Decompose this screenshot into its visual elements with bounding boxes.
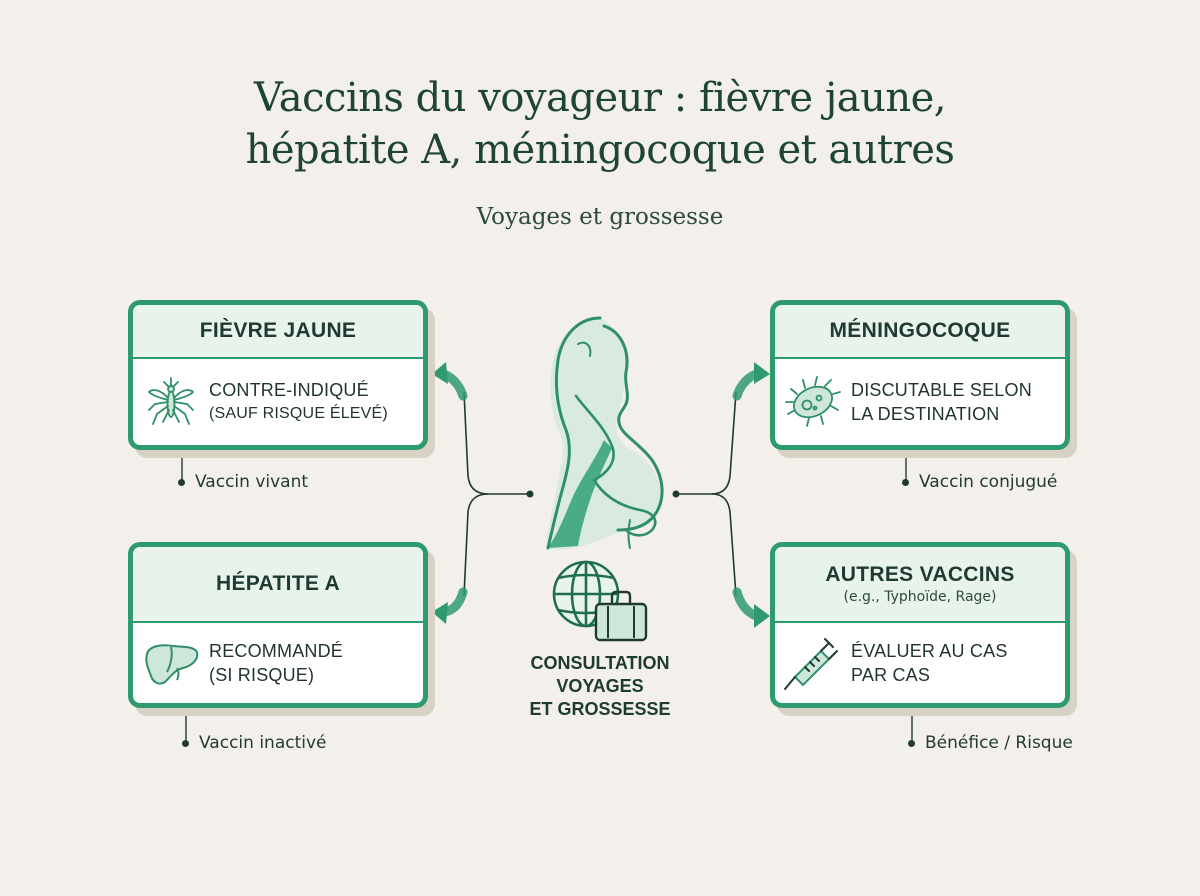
card-header <box>133 547 423 623</box>
note-text: Bénéfice / Risque <box>925 733 1073 753</box>
bacterium-icon <box>775 374 851 430</box>
card-header <box>133 305 423 359</box>
mosquito-icon <box>133 374 209 430</box>
note-hepatitis-a <box>182 733 327 753</box>
card-header <box>775 547 1065 623</box>
card-yellow-fever <box>128 300 428 450</box>
recommendation-line-1: RECOMMANDÉ <box>209 641 344 661</box>
recommendation-line-2: (SI RISQUE) <box>209 665 315 685</box>
right-connector <box>673 362 771 628</box>
syringe-icon <box>775 633 851 693</box>
recommendation-line-1: ÉVALUER AU CAS <box>851 641 1008 661</box>
card-recommendation <box>209 378 388 426</box>
bullet-dot <box>182 740 189 747</box>
center-label-line-2: VOYAGES <box>556 676 644 696</box>
card-title: FIÈVRE JAUNE <box>199 319 357 342</box>
left-connector <box>432 362 534 624</box>
card-other-vaccines <box>770 542 1070 708</box>
card-recommendation <box>851 639 1008 687</box>
card-body <box>133 623 423 703</box>
card-recommendation <box>209 639 343 687</box>
center-label-line-1: CONSULTATION <box>530 653 670 673</box>
bullet-dot <box>902 479 909 486</box>
page-subtitle: Voyages et grossesse <box>476 204 724 230</box>
note-text: Vaccin conjugué <box>919 472 1058 492</box>
card-body <box>133 359 423 445</box>
note-text: Vaccin vivant <box>195 472 309 492</box>
note-text: Vaccin inactivé <box>199 733 327 753</box>
card-title: MÉNINGOCOQUE <box>829 319 1011 342</box>
card-meningococcus <box>770 300 1070 450</box>
card-body <box>775 623 1065 703</box>
center-label <box>500 652 700 721</box>
pregnant-woman-icon <box>546 318 662 550</box>
note-other-vaccines <box>908 733 1073 753</box>
recommendation-line-2: PAR CAS <box>851 665 931 685</box>
recommendation-line-2: (SAUF RISQUE ÉLEVÉ) <box>209 405 388 422</box>
card-hepatitis-a <box>128 542 428 708</box>
recommendation-line-2: LA DESTINATION <box>851 404 1000 424</box>
title-line-1: Vaccins du voyageur : fièvre jaune, <box>254 75 946 121</box>
note-yellow-fever <box>178 472 308 492</box>
card-subtitle: (e.g., Typhoïde, Rage) <box>843 589 997 605</box>
card-title: HÉPATITE A <box>216 572 340 595</box>
title-line-2: hépatite A, méningocoque et autres <box>245 127 955 173</box>
recommendation-line-1: CONTRE-INDIQUÉ <box>209 380 369 400</box>
note-meningococcus <box>902 472 1057 492</box>
card-title: AUTRES VACCINS <box>825 563 1015 586</box>
card-recommendation <box>851 378 1032 426</box>
center-label-line-3: ET GROSSESSE <box>529 699 671 719</box>
bullet-dot <box>178 479 185 486</box>
liver-icon <box>133 638 209 688</box>
card-body <box>775 359 1065 445</box>
recommendation-line-1: DISCUTABLE SELON <box>851 380 1032 400</box>
card-header <box>775 305 1065 359</box>
bullet-dot <box>908 740 915 747</box>
